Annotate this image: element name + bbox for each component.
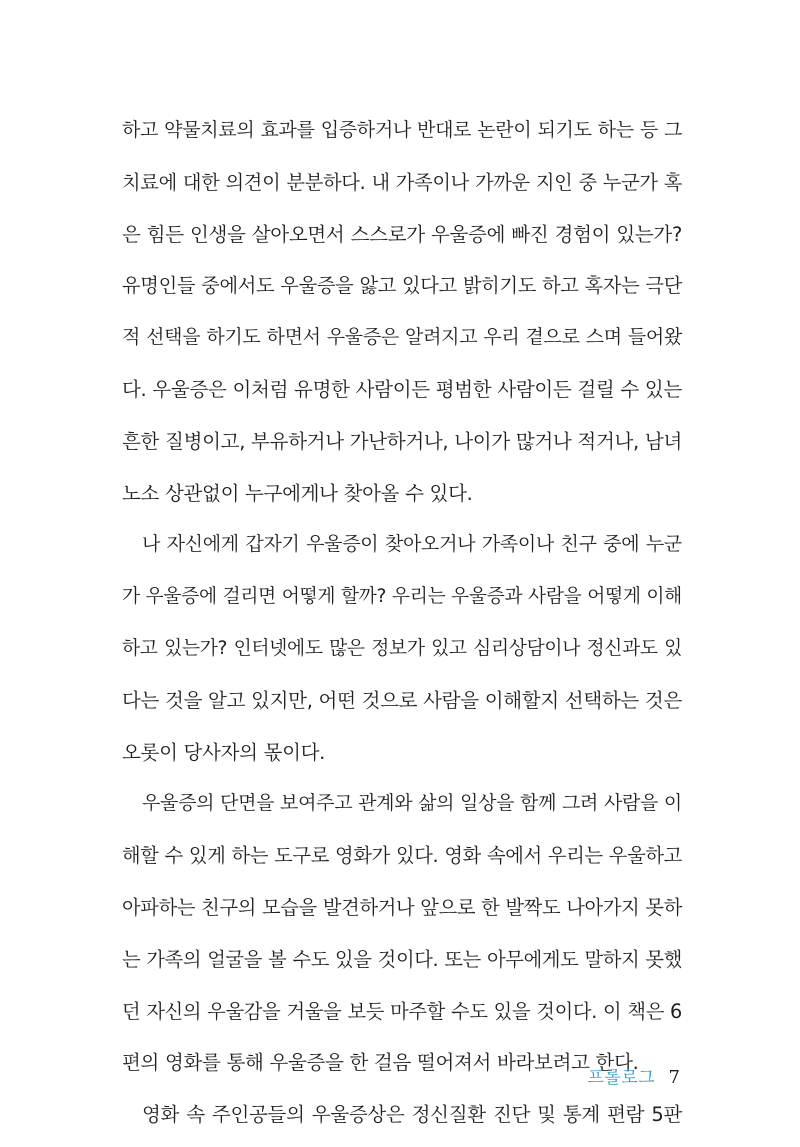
text-line: 해할 수 있게 하는 도구로 영화가 있다. 영화 속에서 우리는 우울하고 xyxy=(122,844,682,868)
paragraph-start-line: 나 자신에게 갑자기 우울증이 찾아오거나 가족이나 친구 중에 누군 xyxy=(142,533,682,556)
text-line: 적 선택을 하기도 하면서 우울증은 알려지고 우리 곁으로 스며 들어왔 xyxy=(122,326,682,349)
text-line: 가 우울증에 걸리면 어떻게 할까? 우리는 우울증과 사람을 어떻게 이해 xyxy=(122,586,682,608)
text-line: 하고 약물치료의 효과를 입증하거나 반대로 논란이 되기도 하는 등 그 xyxy=(122,119,682,141)
text-line: 노소 상관없이 누구에게나 찾아올 수 있다. xyxy=(122,481,473,505)
text-line: 편의 영화를 통해 우울증을 한 걸음 떨어져서 바라보려고 한다. xyxy=(122,1051,639,1075)
paragraph-start-line: 영화 속 주인공들의 우울증상은 정신질환 진단 및 통계 편람 5판 xyxy=(142,1103,682,1127)
text-line: 흔한 질병이고, 부유하거나 가난하거나, 나이가 많거나 적거나, 남녀 xyxy=(122,429,682,453)
text-line: 아파하는 친구의 모습을 발견하거나 앞으로 한 발짝도 나아가지 못하 xyxy=(122,895,682,919)
text-line: 다는 것을 알고 있지만, 어떤 것으로 사람을 이해할지 선택하는 것은 xyxy=(122,688,682,712)
paragraph-start-line: 우울증의 단면을 보여주고 관계와 삶의 일상을 함께 그려 사람을 이 xyxy=(142,792,682,815)
text-line: 는 가족의 얼굴을 볼 수도 있을 것이다. 또는 아무에게도 말하지 못했 xyxy=(122,947,682,971)
body-text xyxy=(122,105,682,1141)
text-line: 유명인들 중에서도 우울증을 앓고 있다고 밝히기도 하고 혹자는 극단 xyxy=(122,274,682,298)
text-line: 치료에 대한 의견이 분분하다. 내 가족이나 가까운 지인 중 누군가 혹 xyxy=(122,170,682,194)
text-line: 다. 우울증은 이처럼 유명한 사람이든 평범한 사람이든 걸릴 수 있는 xyxy=(122,377,682,401)
page-footer xyxy=(587,1066,680,1090)
page-number: 7 xyxy=(668,1067,680,1088)
text-line: 은 힘든 인생을 살아오면서 스스로가 우울증에 빠진 경험이 있는가? xyxy=(122,222,682,246)
section-label: 프롤로그 xyxy=(587,1068,656,1088)
text-line: 던 자신의 우울감을 거울을 보듯 마주할 수도 있을 것이다. 이 책은 6 xyxy=(122,999,682,1023)
text-line: 오롯이 당사자의 몫이다. xyxy=(122,740,326,764)
text-line: 하고 있는가? 인터넷에도 많은 정보가 있고 심리상담이나 정신과도 있 xyxy=(122,637,682,659)
